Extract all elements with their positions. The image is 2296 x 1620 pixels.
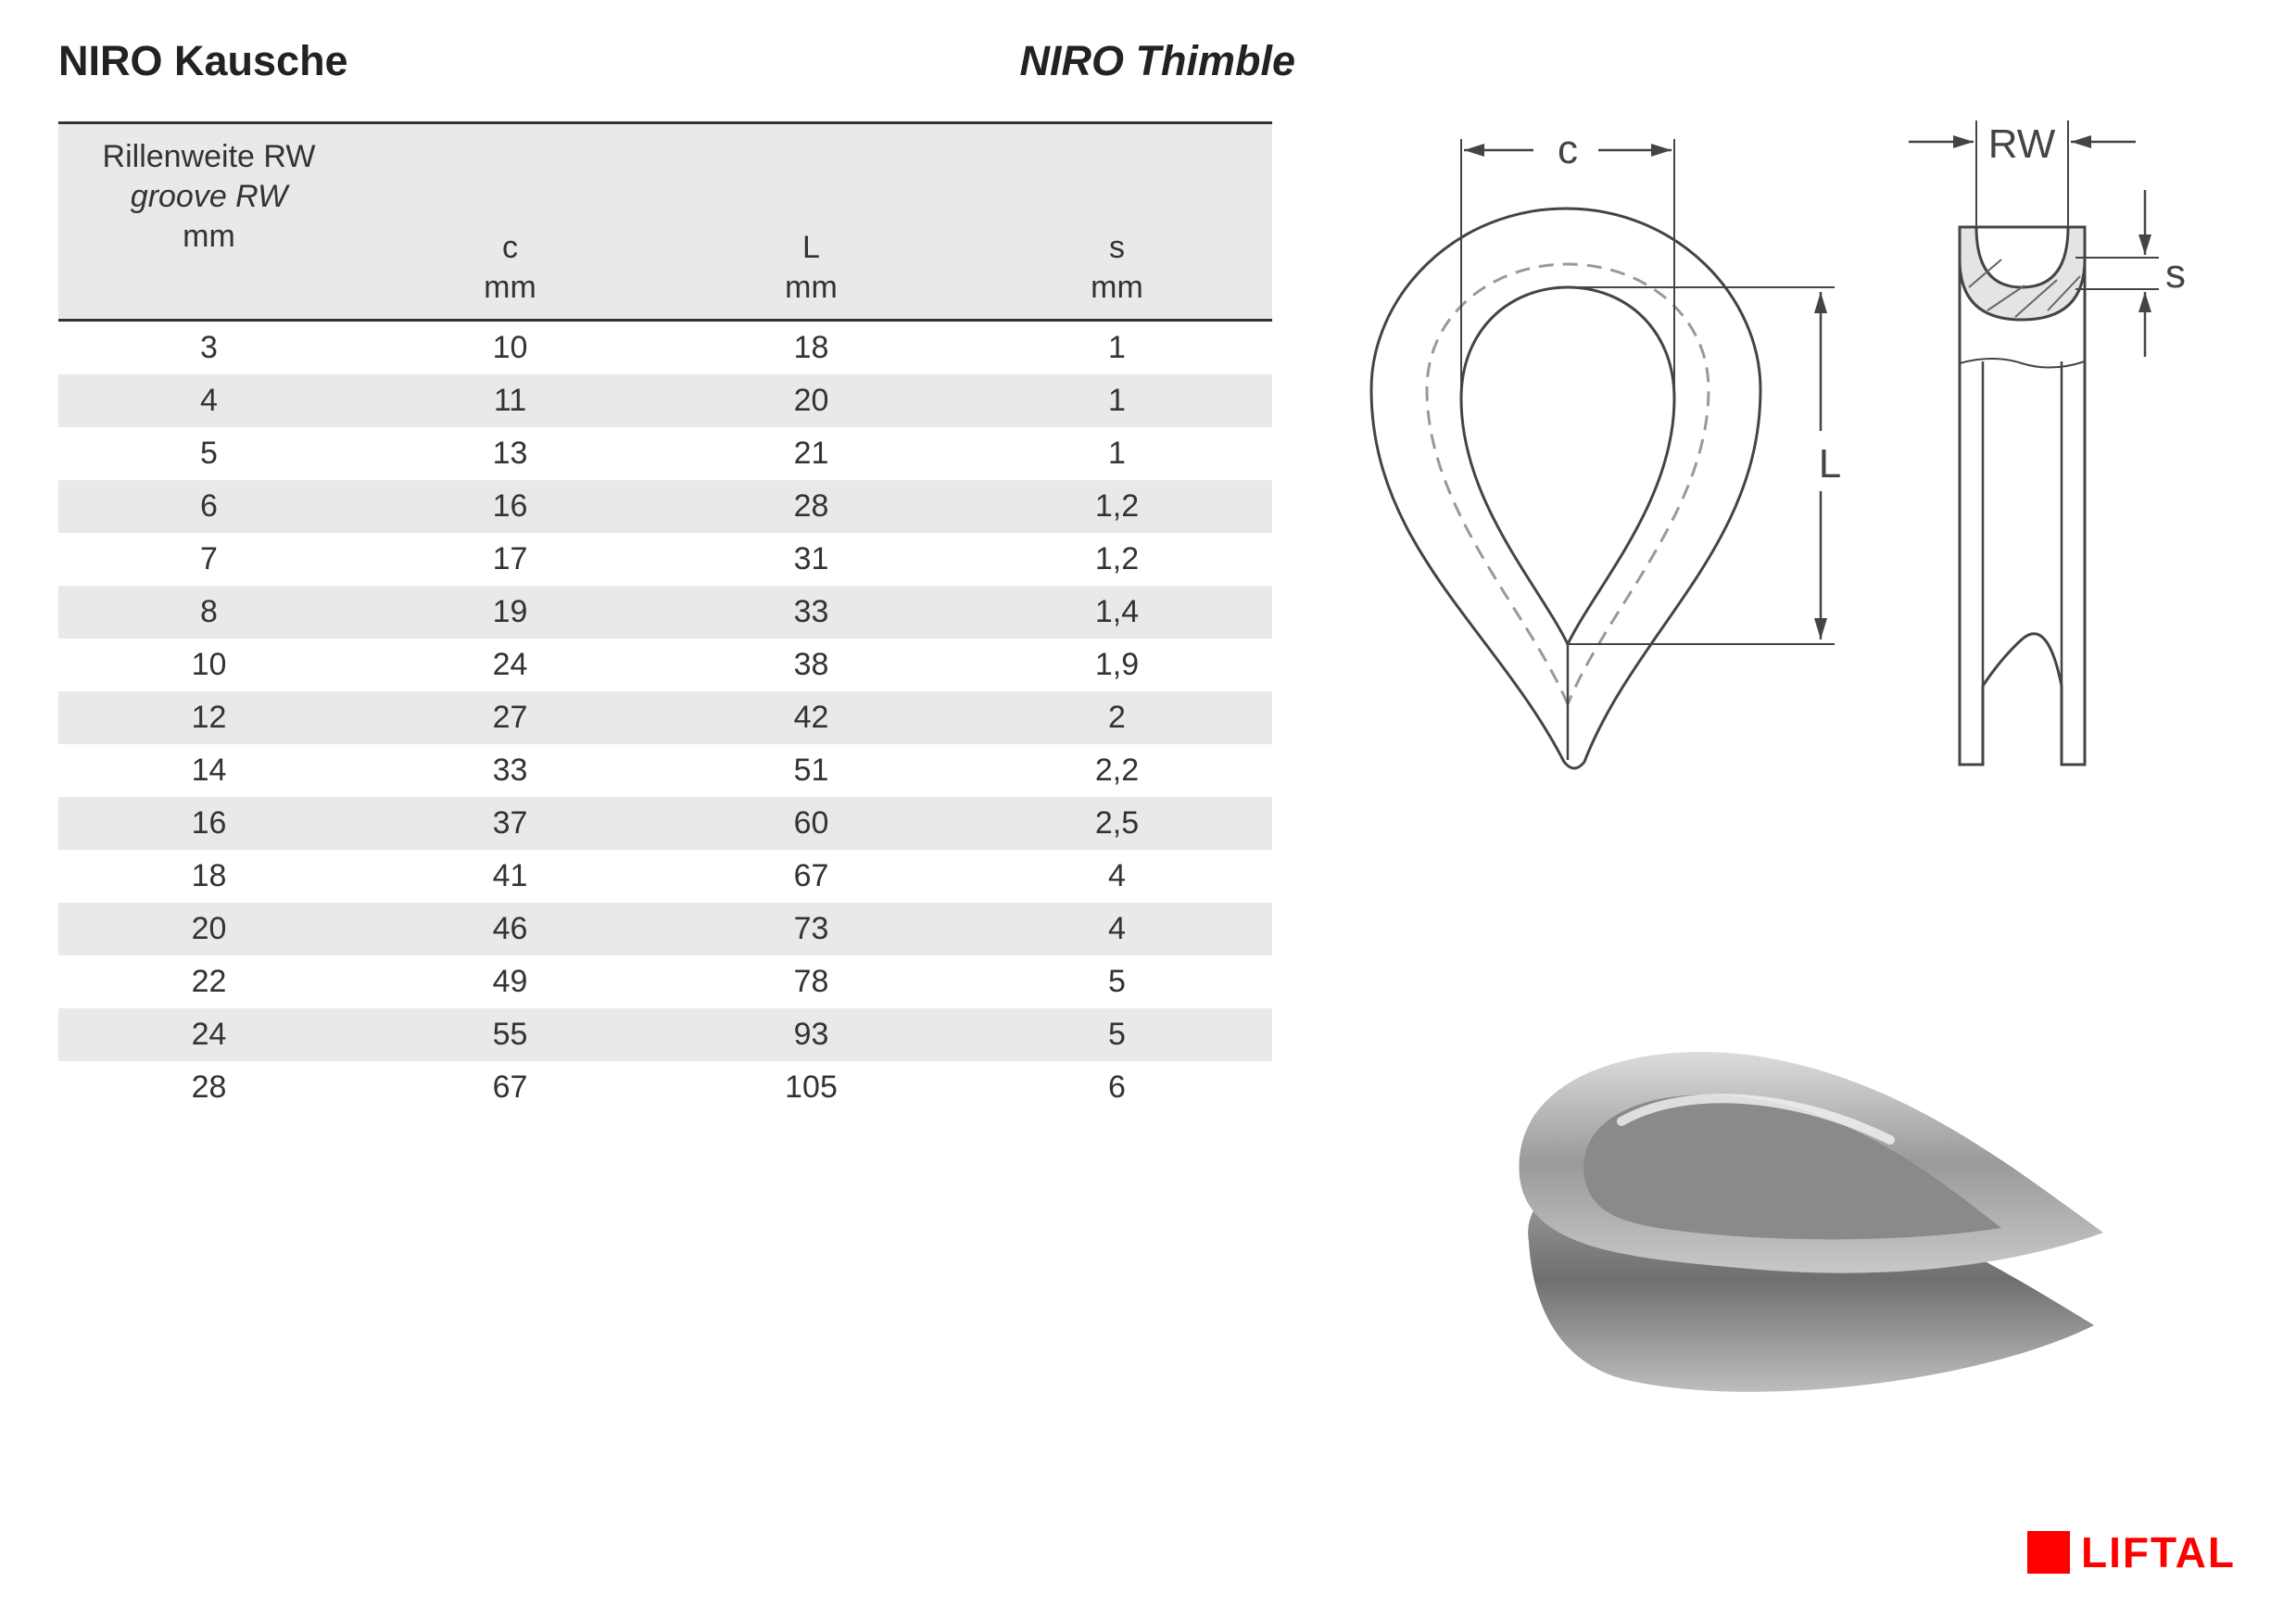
table-cell: 10 bbox=[492, 330, 528, 365]
header-l bbox=[661, 123, 962, 321]
table-cell: 16 bbox=[191, 805, 227, 841]
table-row bbox=[58, 533, 1272, 586]
table-cell: 22 bbox=[191, 964, 227, 999]
table-cell: 78 bbox=[793, 964, 829, 999]
table-row bbox=[58, 1008, 1272, 1061]
table-cell: 31 bbox=[793, 541, 829, 576]
table-cell: 24 bbox=[492, 647, 528, 682]
side-view-break-line bbox=[1960, 359, 2085, 368]
header-c-unit: mm bbox=[484, 270, 536, 305]
table-cell: 20 bbox=[191, 911, 227, 946]
table-cell: 33 bbox=[793, 594, 829, 629]
table-cell: 5 bbox=[200, 436, 218, 471]
table-cell: 4 bbox=[200, 383, 218, 418]
dim-l-arrow-bottom bbox=[1814, 618, 1827, 639]
table-cell: 105 bbox=[785, 1069, 838, 1105]
table-cell: 8 bbox=[200, 594, 218, 629]
table-row bbox=[58, 691, 1272, 744]
header-groove-unit: mm bbox=[183, 219, 235, 254]
table-cell: 18 bbox=[793, 330, 829, 365]
header-l-label: L bbox=[802, 230, 820, 265]
table-cell: 28 bbox=[191, 1069, 227, 1105]
dim-s-label: s bbox=[2165, 251, 2186, 297]
thimble-inner-outline bbox=[1461, 287, 1674, 644]
table-cell: 51 bbox=[793, 753, 829, 788]
table-cell: 19 bbox=[492, 594, 528, 629]
table-cell: 6 bbox=[200, 488, 218, 524]
table-row bbox=[58, 956, 1272, 1008]
logo-text: LIFTAL bbox=[2081, 1528, 2236, 1576]
table-row bbox=[58, 639, 1272, 691]
logo-square-icon bbox=[2027, 1531, 2070, 1574]
dim-l-arrow-top bbox=[1814, 292, 1827, 313]
table-cell: 67 bbox=[492, 1069, 528, 1105]
table-cell: 2 bbox=[1108, 700, 1126, 735]
table-cell: 46 bbox=[492, 911, 528, 946]
dim-s-arrow-bottom bbox=[2138, 292, 2151, 312]
table-row bbox=[58, 374, 1272, 427]
table-row bbox=[58, 480, 1272, 533]
table-cell: 3 bbox=[200, 330, 218, 365]
header-c bbox=[360, 123, 661, 321]
table-cell: 1 bbox=[1108, 436, 1126, 471]
header-s bbox=[962, 123, 1272, 321]
table-cell: 73 bbox=[793, 911, 829, 946]
table-cell: 1 bbox=[1108, 383, 1126, 418]
table-cell: 7 bbox=[200, 541, 218, 576]
table-cell: 20 bbox=[793, 383, 829, 418]
table-row bbox=[58, 797, 1272, 850]
table-cell: 1,4 bbox=[1094, 594, 1140, 629]
table-cell: 1,2 bbox=[1094, 488, 1140, 524]
table-cell: 33 bbox=[492, 753, 528, 788]
table-cell: 10 bbox=[191, 647, 227, 682]
table-row bbox=[58, 586, 1272, 639]
table-cell: 16 bbox=[492, 488, 528, 524]
brand-logo bbox=[2027, 1527, 2236, 1577]
thimble-groove-dashed bbox=[1427, 264, 1709, 704]
table-row bbox=[58, 903, 1272, 956]
thimble-outer-outline bbox=[1371, 209, 1760, 768]
table-cell: 11 bbox=[493, 383, 527, 418]
dim-c-arrow-right bbox=[1651, 144, 1672, 157]
header-l-unit: mm bbox=[785, 270, 838, 305]
thimble-technical-drawing bbox=[1362, 111, 2196, 778]
table-cell: 37 bbox=[492, 805, 528, 841]
header-groove-label-de: Rillenweite RW bbox=[102, 139, 316, 174]
header-groove-width bbox=[58, 123, 360, 321]
header-s-unit: mm bbox=[1091, 270, 1143, 305]
table-cell: 12 bbox=[191, 700, 227, 735]
table-cell: 2,5 bbox=[1094, 805, 1140, 841]
table-cell: 28 bbox=[793, 488, 829, 524]
table-cell: 55 bbox=[492, 1017, 528, 1052]
table-row bbox=[58, 1061, 1272, 1114]
table-cell: 24 bbox=[191, 1017, 227, 1052]
table-cell: 18 bbox=[191, 858, 227, 893]
table-cell: 49 bbox=[492, 964, 528, 999]
table-cell: 14 bbox=[191, 753, 227, 788]
header-s-label: s bbox=[1109, 230, 1125, 265]
dim-c-arrow-left bbox=[1464, 144, 1484, 157]
table-cell: 21 bbox=[793, 436, 829, 471]
dim-rw-arrow-right bbox=[2071, 135, 2091, 148]
table-cell: 17 bbox=[492, 541, 528, 576]
table-row bbox=[58, 427, 1272, 480]
table-cell: 41 bbox=[492, 858, 528, 893]
specification-table bbox=[58, 121, 1272, 1114]
table-cell: 4 bbox=[1108, 858, 1126, 893]
header-c-label: c bbox=[502, 230, 518, 265]
table-cell: 2,2 bbox=[1094, 753, 1140, 788]
table-cell: 42 bbox=[793, 700, 829, 735]
dim-rw-arrow-left bbox=[1953, 135, 1974, 148]
table-cell: 27 bbox=[492, 700, 528, 735]
thimble-product-photo bbox=[1482, 1019, 2131, 1418]
dim-rw-label: RW bbox=[1987, 121, 2056, 167]
title-english: NIRO Thimble bbox=[1019, 37, 1295, 84]
table-row bbox=[58, 744, 1272, 797]
table-cell: 6 bbox=[1108, 1069, 1126, 1105]
table-cell: 60 bbox=[793, 805, 829, 841]
table-row bbox=[58, 850, 1272, 903]
side-view-groove-section bbox=[1960, 227, 2085, 320]
table-cell: 93 bbox=[793, 1017, 829, 1052]
table-cell: 1 bbox=[1108, 330, 1126, 365]
table-cell: 5 bbox=[1108, 964, 1126, 999]
table-cell: 5 bbox=[1108, 1017, 1126, 1052]
table-cell: 38 bbox=[793, 647, 829, 682]
dim-s-arrow-top bbox=[2138, 234, 2151, 255]
table-cell: 13 bbox=[492, 436, 528, 471]
table-cell: 67 bbox=[793, 858, 829, 893]
table-cell: 1,2 bbox=[1094, 541, 1140, 576]
dim-l-label: L bbox=[1818, 441, 1842, 487]
dim-c-label: c bbox=[1558, 127, 1578, 172]
table-cell: 1,9 bbox=[1094, 647, 1140, 682]
table-body bbox=[58, 321, 1272, 1115]
table-cell: 4 bbox=[1108, 911, 1126, 946]
title-german: NIRO Kausche bbox=[58, 37, 348, 84]
table-row bbox=[58, 321, 1272, 375]
header-groove-label-en: groove RW bbox=[130, 179, 288, 214]
table-header-row bbox=[58, 123, 1272, 321]
